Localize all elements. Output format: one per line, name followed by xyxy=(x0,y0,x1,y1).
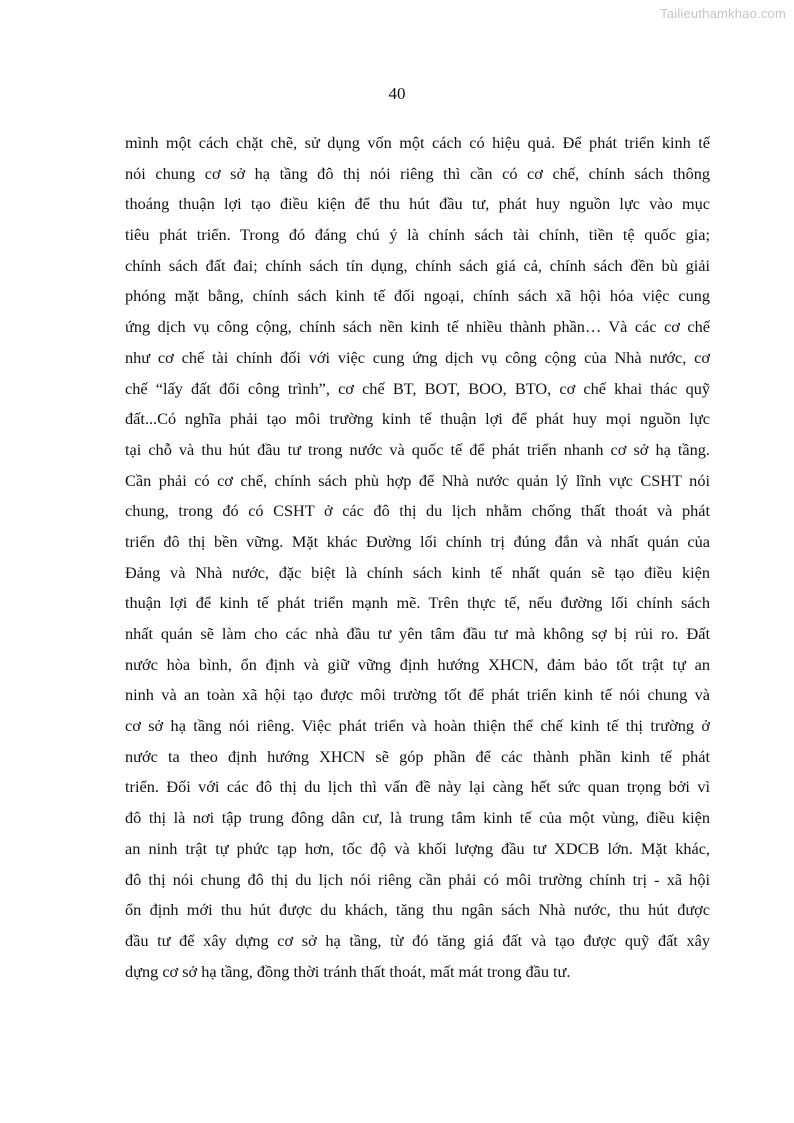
text-line: đất...Có nghĩa phải tạo môi trường kinh tế thuận lợi để phát huy mọi nguồn lực xyxy=(125,409,710,429)
text-line: nước ta theo định hướng XHCN sẽ góp phần để các thành phần kinh tế phát xyxy=(125,746,710,766)
page-number: 40 xyxy=(388,84,406,103)
text-line: ứng dịch vụ công cộng, chính sách nền kinh tế nhiều thành phần… Và các cơ chế xyxy=(125,317,710,337)
text-line: cơ sở hạ tầng nói riêng. Việc phát triển và hoàn thiện thể chế kinh tế thị trường ở xyxy=(125,716,710,736)
text-line: thoáng thuận lợi tạo điều kiện để thu hút đầu tư, phát huy nguồn lực vào mục xyxy=(125,194,710,214)
text-line: phóng mặt bằng, chính sách kinh tế đối ngoại, chính sách xã hội hóa việc cung xyxy=(125,286,710,306)
text-line: nhất quán sẽ làm cho các nhà đầu tư yên tâm đầu tư mà không sợ bị rủi ro. Đất xyxy=(125,624,710,643)
text-line: nước hòa bình, ổn định và giữ vững định hướng XHCN, đảm bảo tốt trật tự an xyxy=(125,654,710,674)
text-line: ổn định mới thu hút được du khách, tăng thu ngân sách Nhà nước, thu hút được xyxy=(125,900,710,920)
text-line: chính sách đất đai; chính sách tín dụng, chính sách giá cả, chính sách đền bù giải xyxy=(125,255,710,275)
text-line: triển. Đối với các đô thị du lịch thì vấn đề này lại càng hết sức quan trọng bởi vì xyxy=(125,777,710,797)
text-line: nói chung cơ sở hạ tầng đô thị nói riêng thì cần có cơ chế, chính sách thông xyxy=(125,163,710,183)
body-text xyxy=(125,128,710,987)
text-line: chế “lấy đất đổi công trình”, cơ chế BT, BOT, BOO, BTO, cơ chế khai thác quỹ xyxy=(125,378,710,398)
text-line: Cần phải có cơ chế, chính sách phù hợp để Nhà nước quản lý lĩnh vực CSHT nói xyxy=(125,470,710,490)
text-line-last: dựng cơ sở hạ tầng, đồng thời tránh thất thoát, mất mát trong đầu tư. xyxy=(125,961,571,981)
text-line: an ninh trật tự phức tạp hơn, tốc độ và khối lượng đầu tư XDCB lớn. Mặt khác, xyxy=(125,838,710,858)
text-line: ninh và an toàn xã hội tạo được môi trường tốt để phát triển kinh tế nói chung và xyxy=(125,685,710,705)
text-line: đô thị là nơi tập trung đông dân cư, là trung tâm kinh tế của một vùng, điều kiện xyxy=(125,808,710,828)
text-line: tiêu phát triển. Trong đó đáng chú ý là chính sách tài chính, tiền tệ quốc gia; xyxy=(125,225,710,245)
text-line: mình một cách chặt chẽ, sử dụng vốn một cách có hiệu quả. Để phát triển kinh tế xyxy=(125,133,710,152)
watermark-text: Tailieuthamkhao.com xyxy=(660,6,786,21)
text-line: Đảng và Nhà nước, đặc biệt là chính sách kinh tế nhất quán sẽ tạo điều kiện xyxy=(125,562,710,582)
text-line: tại chỗ và thu hút đầu tư trong nước và quốc tế để phát triển nhanh cơ sở hạ tầng. xyxy=(125,439,710,459)
text-line: chung, trong đó có CSHT ở các đô thị du lịch nhằm chống thất thoát và phát xyxy=(125,501,710,521)
text-line: như cơ chế tài chính đối với việc cung ứng dịch vụ công cộng của Nhà nước, cơ xyxy=(125,347,710,367)
text-line: đô thị nói chung đô thị du lịch nói riêng cần phải có môi trường chính trị - xã hội xyxy=(125,869,710,889)
text-line: đầu tư để xây dựng cơ sở hạ tầng, từ đó tăng giá đất và tạo được quỹ đất xây xyxy=(125,930,710,950)
text-line: triển đô thị bền vững. Mặt khác Đường lối chính trị đúng đắn và nhất quán của xyxy=(125,531,710,551)
text-line: thuận lợi để kinh tế phát triển mạnh mẽ. Trên thực tế, nếu đường lối chính sách xyxy=(125,593,710,613)
